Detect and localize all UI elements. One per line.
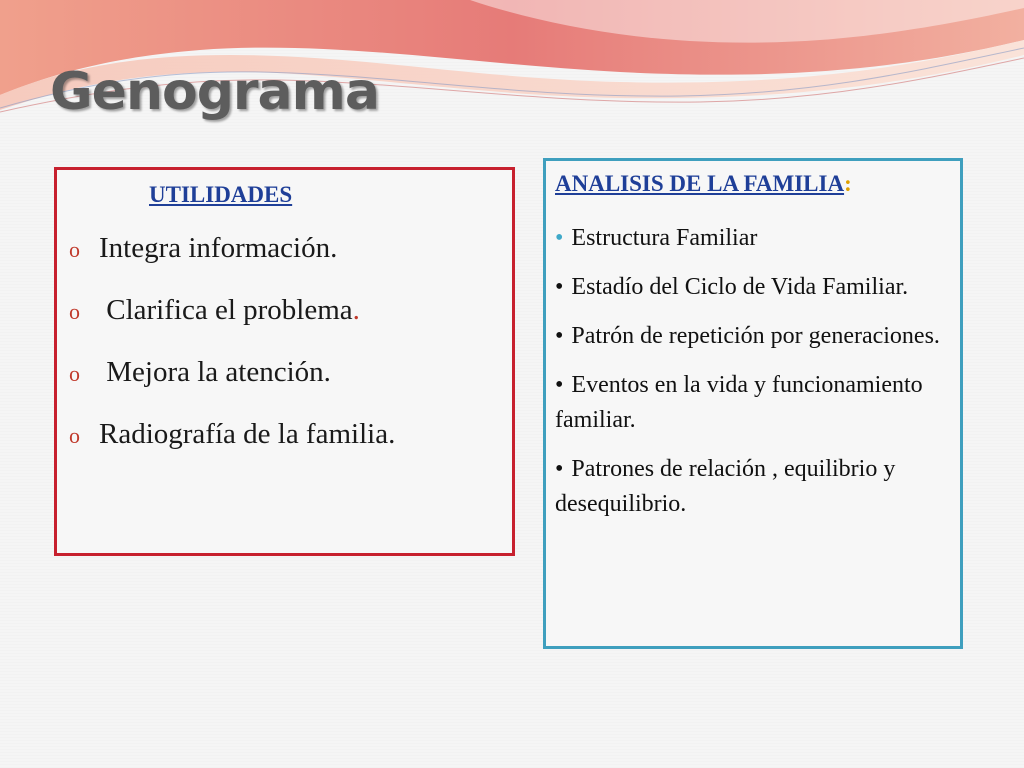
list-item xyxy=(69,294,395,356)
list-item xyxy=(69,232,395,294)
circle-bullet-icon: o xyxy=(69,237,80,262)
bullet-icon: • xyxy=(555,225,564,251)
utilidad-text: Integra información. xyxy=(99,232,338,264)
utilidades-heading: UTILIDADES xyxy=(149,182,293,207)
analisis-heading-colon: : xyxy=(844,171,852,196)
bullet-icon: • xyxy=(555,323,564,349)
analisis-text: Estadío del Ciclo de Vida Familiar. xyxy=(571,274,909,300)
utilidades-list xyxy=(69,232,395,480)
analisis-text: Estructura Familiar xyxy=(571,225,758,251)
analisis-text: Patrón de repetición por generaciones. xyxy=(571,323,940,349)
circle-bullet-icon: o xyxy=(69,299,80,324)
analisis-box xyxy=(543,158,963,649)
circle-bullet-icon: o xyxy=(69,361,80,386)
bullet-icon: • xyxy=(555,456,564,482)
analisis-list xyxy=(555,221,950,536)
analisis-heading xyxy=(555,171,852,197)
circle-bullet-icon: o xyxy=(69,423,80,448)
bullet-icon: • xyxy=(555,274,564,300)
list-item xyxy=(555,319,950,354)
utilidad-text: Mejora la atención. xyxy=(99,356,331,388)
list-item xyxy=(555,368,950,438)
utilidades-box xyxy=(54,167,515,556)
red-period: . xyxy=(352,294,360,326)
list-item xyxy=(69,356,395,418)
page-title: Genograma xyxy=(50,62,379,122)
bullet-icon: • xyxy=(555,372,564,398)
analisis-heading-text: ANALISIS DE LA FAMILIA xyxy=(555,171,845,196)
list-item xyxy=(555,221,950,256)
analisis-text: Patrones de relación , equilibrio y desequilibrio. xyxy=(555,456,896,517)
list-item xyxy=(555,270,950,305)
list-item xyxy=(555,452,950,522)
analisis-text: Eventos en la vida y funcionamiento familiar. xyxy=(555,372,923,433)
list-item xyxy=(69,418,395,480)
utilidad-text: Clarifica el problema xyxy=(99,294,353,326)
utilidad-text: Radiografía de la familia. xyxy=(99,418,396,450)
